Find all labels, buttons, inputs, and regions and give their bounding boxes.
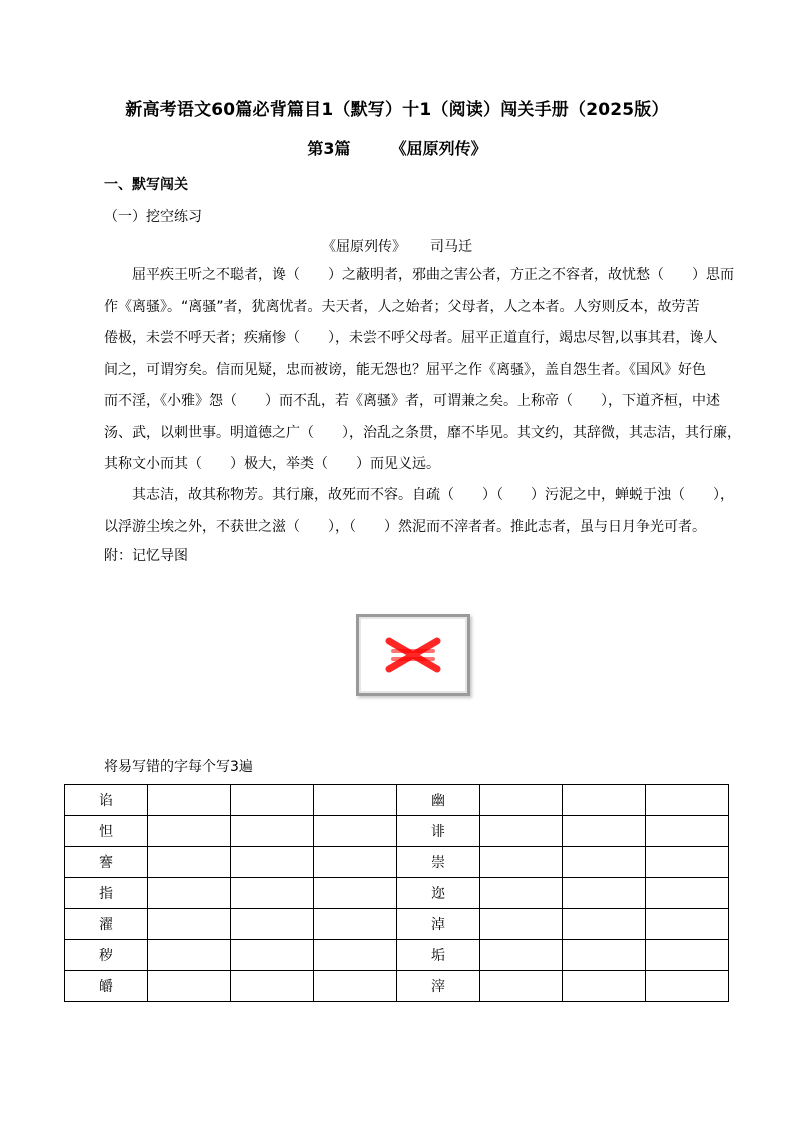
writing-cell[interactable] xyxy=(231,785,314,816)
text-author: 司马迁 xyxy=(430,239,472,255)
table-row xyxy=(65,940,729,971)
practice-character: 秽 xyxy=(65,940,148,971)
chapter-heading xyxy=(0,136,794,159)
writing-cell[interactable] xyxy=(148,878,231,909)
writing-cell[interactable] xyxy=(480,847,563,878)
writing-cell[interactable] xyxy=(231,909,314,940)
writing-cell[interactable] xyxy=(148,940,231,971)
table-row xyxy=(65,785,729,816)
broken-image-icon xyxy=(383,637,443,673)
practice-character: 诽 xyxy=(397,816,480,847)
mind-map-image-placeholder xyxy=(356,614,470,696)
practice-caption: 将易写错的字每个写3遍 xyxy=(104,759,253,775)
practice-character: 谄 xyxy=(65,785,148,816)
practice-character: 濯 xyxy=(65,909,148,940)
section-heading-dictation: 一、默写闯关 xyxy=(104,177,188,193)
writing-cell[interactable] xyxy=(646,971,729,1002)
paragraph-line: 以浮游尘埃之外，不获世之滋（ ），（ ）然泥而不滓者者。推此志者，虽与日月争光可者。 xyxy=(104,518,706,535)
paragraph-line: 作《离骚》。“离骚”者，犹离忧者。夫天者，人之始者；父母者，人之本者。人穷则反本，故劳苦 xyxy=(104,298,700,315)
paragraph-line: 其称文小而其（ ）极大，举类（ ）而见义远。 xyxy=(104,456,440,472)
writing-cell[interactable] xyxy=(563,847,646,878)
paragraph-line: 汤、武，以刺世事。明道德之广（ ），治乱之条贯，靡不毕见。其文约，其辞微，其志洁，其行廉， xyxy=(104,424,741,441)
practice-character: 垢 xyxy=(397,940,480,971)
practice-character: 幽 xyxy=(397,785,480,816)
writing-cell[interactable] xyxy=(314,909,397,940)
work-title: 《屈原列传》 xyxy=(390,139,487,158)
writing-cell[interactable] xyxy=(646,785,729,816)
writing-cell[interactable] xyxy=(480,785,563,816)
practice-character: 謇 xyxy=(65,847,148,878)
writing-cell[interactable] xyxy=(314,816,397,847)
writing-cell[interactable] xyxy=(231,940,314,971)
appendix-label: 附：记忆导图 xyxy=(104,548,188,564)
writing-cell[interactable] xyxy=(563,940,646,971)
writing-cell[interactable] xyxy=(563,909,646,940)
paragraph-line: 倦极，未尝不呼天者；疾痛惨（ ），未尝不呼父母者。屈平正道直行，竭忠尽智,以事其君，谗人 xyxy=(104,330,718,346)
writing-cell[interactable] xyxy=(148,909,231,940)
writing-cell[interactable] xyxy=(563,816,646,847)
writing-cell[interactable] xyxy=(646,878,729,909)
writing-cell[interactable] xyxy=(314,847,397,878)
text-heading xyxy=(0,236,794,256)
writing-cell[interactable] xyxy=(314,878,397,909)
paragraph-line: 其志洁，故其称物芳。其行廉，故死而不容。自疏（ ）（ ）污泥之中，蝉蜕于浊（ ）， xyxy=(104,487,734,503)
table-row xyxy=(65,909,729,940)
writing-cell[interactable] xyxy=(563,878,646,909)
practice-character: 怛 xyxy=(65,816,148,847)
writing-cell[interactable] xyxy=(646,909,729,940)
writing-cell[interactable] xyxy=(314,940,397,971)
paragraph-1 xyxy=(104,260,741,481)
subsection-heading-fill-blank: （一）挖空练习 xyxy=(104,209,202,225)
document-title: 新高考语文60篇必背篇目1（默写）十1（阅读）闯关手册（2025版） xyxy=(125,100,669,120)
writing-cell[interactable] xyxy=(646,847,729,878)
writing-cell[interactable] xyxy=(563,785,646,816)
paragraph-line: 间之，可谓穷矣。信而见疑，忠而被谤，能无怨也？屈平之作《离骚》，盖自怨生者。《国风》好色 xyxy=(104,361,706,378)
paragraph-line: 而不淫，《小雅》怨（ ）而不乱，若《离骚》者，可谓兼之矣。上称帝（ ），下道齐桓，中述 xyxy=(104,393,720,409)
writing-cell[interactable] xyxy=(148,971,231,1002)
chapter-number: 第3篇 xyxy=(307,139,351,158)
writing-cell[interactable] xyxy=(314,971,397,1002)
practice-character: 指 xyxy=(65,878,148,909)
writing-cell[interactable] xyxy=(480,816,563,847)
table-row xyxy=(65,971,729,1002)
practice-character: 滓 xyxy=(397,971,480,1002)
writing-cell[interactable] xyxy=(148,847,231,878)
writing-cell[interactable] xyxy=(563,971,646,1002)
writing-cell[interactable] xyxy=(231,971,314,1002)
writing-cell[interactable] xyxy=(480,940,563,971)
writing-cell[interactable] xyxy=(148,785,231,816)
character-practice-table xyxy=(64,784,729,1002)
table-row xyxy=(65,816,729,847)
practice-character: 淖 xyxy=(397,909,480,940)
paragraph-2 xyxy=(104,480,734,543)
writing-cell[interactable] xyxy=(148,816,231,847)
practice-character: 迩 xyxy=(397,878,480,909)
writing-cell[interactable] xyxy=(646,940,729,971)
writing-cell[interactable] xyxy=(231,878,314,909)
writing-cell[interactable] xyxy=(646,816,729,847)
writing-cell[interactable] xyxy=(314,785,397,816)
table-row xyxy=(65,878,729,909)
text-title: 《屈原列传》 xyxy=(322,239,406,255)
writing-cell[interactable] xyxy=(480,971,563,1002)
writing-cell[interactable] xyxy=(480,909,563,940)
writing-cell[interactable] xyxy=(480,878,563,909)
paragraph-line: 屈平疾王听之不聪者，谗（ ）之蔽明者，邪曲之害公者，方正之不容者，故忧愁（ ）思而 xyxy=(104,267,734,283)
writing-cell[interactable] xyxy=(231,847,314,878)
practice-character: 崇 xyxy=(397,847,480,878)
practice-character: 皭 xyxy=(65,971,148,1002)
table-row xyxy=(65,847,729,878)
writing-cell[interactable] xyxy=(231,816,314,847)
